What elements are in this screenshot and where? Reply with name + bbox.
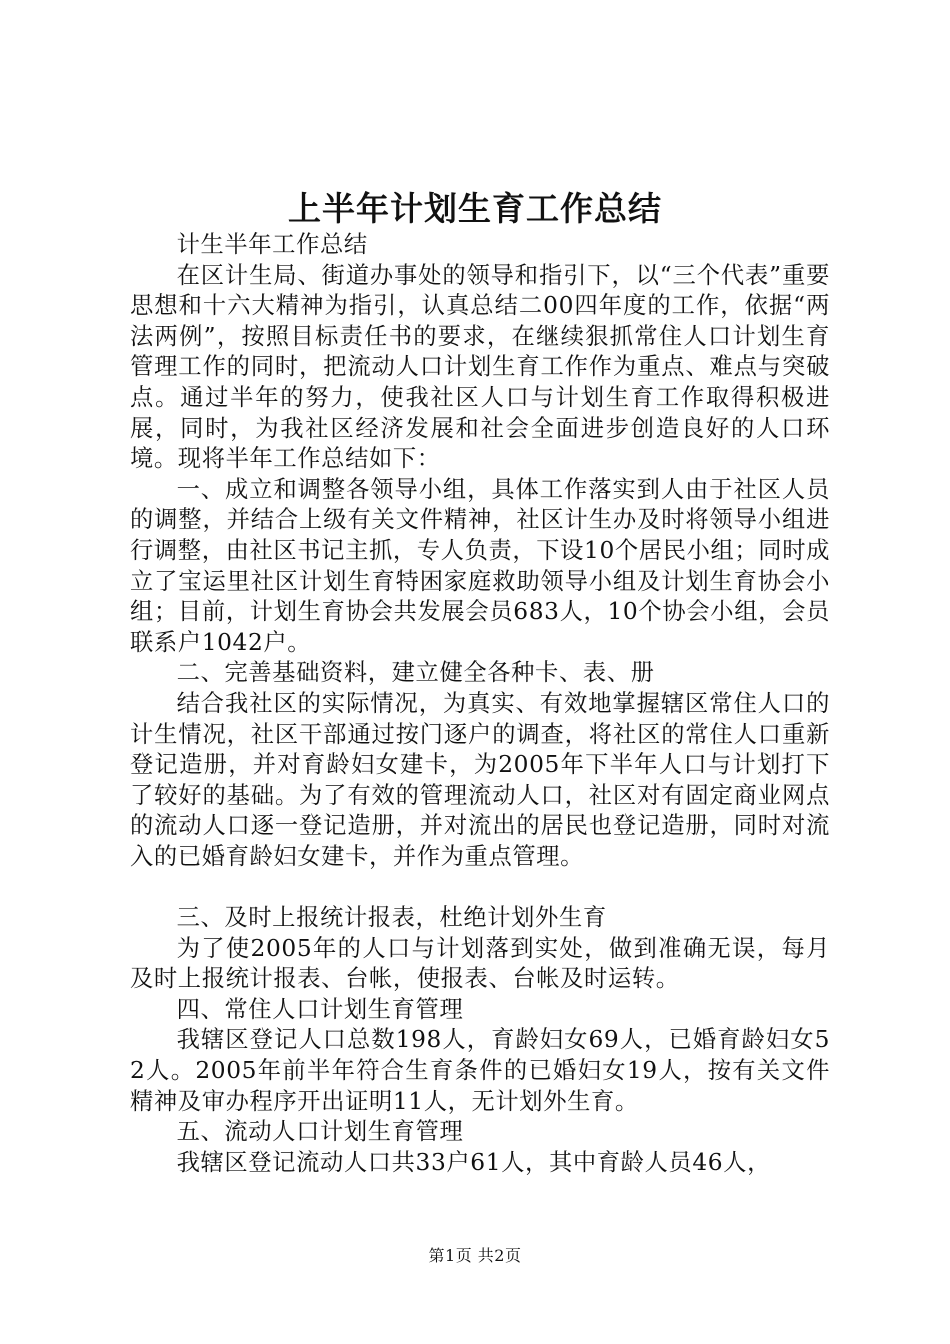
section-4-heading: 四、常住人口计划生育管理: [176, 995, 464, 1023]
section-4-paragraph: 我辖区登记人口总数198人，育龄妇女69人，已婚育龄妇女52人。2005年前半年符合生育条件的已婚妇女19人，按有关文件精神及审办程序开出证明11人，无计划外生育。: [130, 1026, 830, 1115]
section-5-heading: 五、流动人口计划生育管理: [176, 1118, 464, 1146]
section-5-paragraph: 我辖区登记流动人口共33户61人，其中育龄人员46人，: [176, 1148, 771, 1176]
section-2-heading: 二、完善基础资料，建立健全各种卡、表、册: [176, 659, 655, 687]
document-body: [130, 230, 830, 1178]
section-1-paragraph: 一、成立和调整各领导小组，具体工作落实到人由于社区人员的调整，并结合上级有关文件精神，社区计生办及时将领导小组进行调整，由社区书记主抓，专人负责，下设10个居民小组；同时成立了宝运里社区计划生育特困家庭救助领导小组及计划生育协会小组；目前，计划生育协会共发展会员683人，10个协会小组，会员联系户1042户。: [130, 475, 830, 656]
section-2-paragraph: 结合我社区的实际情况，为真实、有效地掌握辖区常住人口的计生情况，社区干部通过按门逐户的调查，将社区的常住人口重新登记造册，并对育龄妇女建卡，为2005年下半年人口与计划打下了较好的基础。为了有效的管理流动人口，社区对有固定商业网点的流动人口逐一登记造册，并对流出的居民也登记造册，同时对流入的已婚育龄妇女建卡，并作为重点管理。: [130, 689, 830, 870]
intro-paragraph: 在区计生局、街道办事处的领导和指引下，以“三个代表”重要思想和十六大精神为指引，认真总结二00四年度的工作，依据“两法两例”，按照目标责任书的要求，在继续狠抓常住人口计划生育管理工作的同时，把流动人口计划生育工作作为重点、难点与突破点。通过半年的努力，使我社区人口与计划生育工作取得积极进展，同时，为我社区经济发展和社会全面进步创造良好的人口环境。现将半年工作总结如下：: [130, 261, 830, 473]
section-3-paragraph: 为了使2005年的人口与计划落到实处，做到准确无误，每月及时上报统计报表、台帐，使报表、台帐及时运转。: [130, 934, 830, 993]
section-3-heading: 三、及时上报统计报表，杜绝计划外生育: [176, 904, 607, 932]
subtitle-paragraph: 计生半年工作总结: [176, 231, 368, 258]
blank-line: [130, 872, 830, 903]
document-title: 上半年计划生育工作总结: [288, 189, 662, 228]
page-footer: 第1页 共2页: [428, 1246, 522, 1265]
